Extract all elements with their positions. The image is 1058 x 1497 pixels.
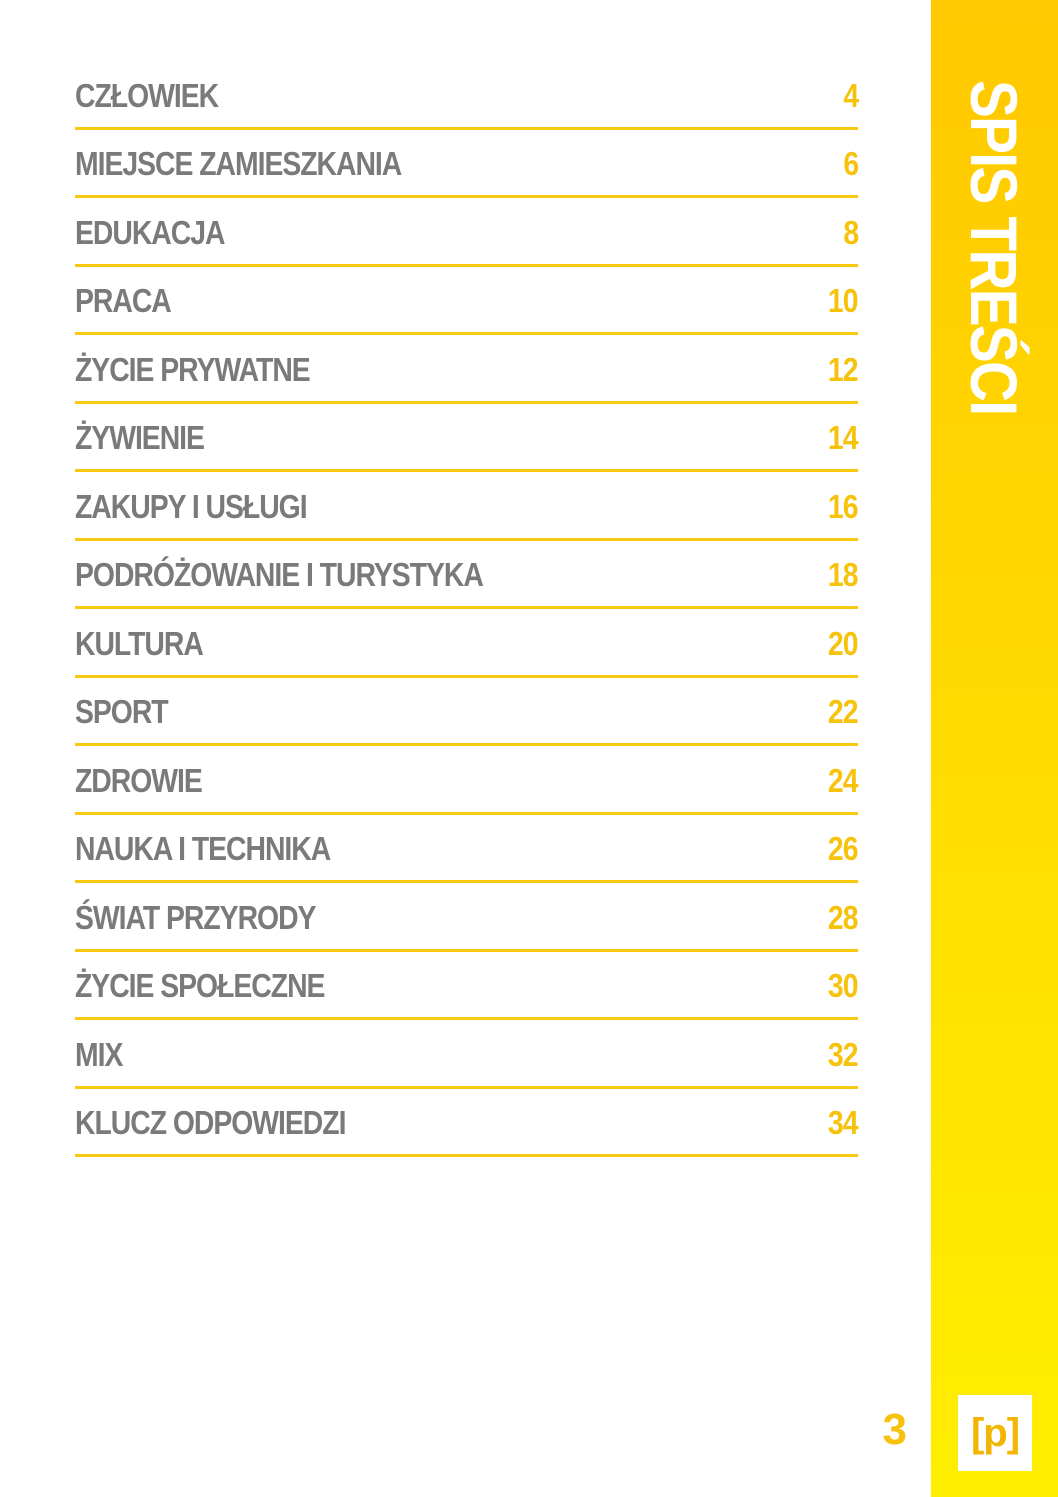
- logo-text: [p]: [970, 1411, 1020, 1455]
- toc-entry-label: MIX: [75, 1035, 123, 1073]
- toc-entry-klucz-odpowiedzi[interactable]: [75, 1089, 858, 1158]
- toc-entry-edukacja[interactable]: [75, 198, 858, 267]
- toc-entry-label: PRACA: [75, 282, 171, 320]
- toc-entry-label: ŻYWIENIE: [75, 419, 204, 457]
- table-of-contents: [75, 61, 858, 1157]
- publisher-logo: [958, 1395, 1032, 1471]
- toc-entry-label: KULTURA: [75, 624, 203, 662]
- toc-entry-page-number: 32: [828, 1035, 858, 1073]
- toc-entry-zycie-spoleczne[interactable]: [75, 952, 858, 1021]
- side-title: SPIS TREŚCI: [957, 80, 1031, 415]
- toc-entry-label: ŻYCIE PRYWATNE: [75, 350, 310, 388]
- toc-entry-page-number: 26: [828, 830, 858, 868]
- toc-entry-label: PODRÓŻOWANIE I TURYSTYKA: [75, 556, 483, 594]
- toc-entry-czlowiek[interactable]: [75, 61, 858, 130]
- toc-entry-zakupy-i-uslugi[interactable]: [75, 472, 858, 541]
- toc-entry-page-number: 16: [828, 487, 858, 525]
- toc-entry-zywienie[interactable]: [75, 404, 858, 473]
- toc-entry-label: ZAKUPY I USŁUGI: [75, 487, 307, 525]
- toc-entry-page-number: 10: [828, 282, 858, 320]
- toc-entry-page-number: 28: [828, 898, 858, 936]
- toc-entry-page-number: 30: [828, 967, 858, 1005]
- toc-entry-page-number: 12: [828, 350, 858, 388]
- toc-entry-nauka-i-technika[interactable]: [75, 815, 858, 884]
- toc-entry-page-number: 4: [843, 76, 858, 114]
- toc-entry-podrozowanie-i-turystyka[interactable]: [75, 541, 858, 610]
- toc-entry-sport[interactable]: [75, 678, 858, 747]
- toc-entry-praca[interactable]: [75, 267, 858, 336]
- toc-entry-zdrowie[interactable]: [75, 746, 858, 815]
- toc-entry-label: MIEJSCE ZAMIESZKANIA: [75, 145, 402, 183]
- toc-entry-label: NAUKA I TECHNIKA: [75, 830, 331, 868]
- toc-entry-swiat-przyrody[interactable]: [75, 883, 858, 952]
- toc-entry-page-number: 6: [843, 145, 858, 183]
- toc-entry-label: SPORT: [75, 693, 168, 731]
- toc-entry-page-number: 22: [828, 693, 858, 731]
- toc-entry-kultura[interactable]: [75, 609, 858, 678]
- toc-entry-label: ŻYCIE SPOŁECZNE: [75, 967, 325, 1005]
- toc-entry-page-number: 24: [828, 761, 858, 799]
- toc-entry-miejsce-zamieszkania[interactable]: [75, 130, 858, 199]
- toc-entry-page-number: 18: [828, 556, 858, 594]
- toc-entry-label: CZŁOWIEK: [75, 76, 219, 114]
- page-number: 3: [882, 1405, 906, 1454]
- toc-entry-label: KLUCZ ODPOWIEDZI: [75, 1104, 346, 1142]
- toc-entry-page-number: 20: [828, 624, 858, 662]
- toc-entry-label: EDUKACJA: [75, 213, 225, 251]
- toc-entry-label: ZDROWIE: [75, 761, 202, 799]
- toc-entry-page-number: 8: [843, 213, 858, 251]
- toc-entry-label: ŚWIAT PRZYRODY: [75, 898, 316, 936]
- toc-entry-page-number: 14: [828, 419, 858, 457]
- toc-entry-zycie-prywatne[interactable]: [75, 335, 858, 404]
- toc-entry-page-number: 34: [828, 1104, 858, 1142]
- toc-entry-mix[interactable]: [75, 1020, 858, 1089]
